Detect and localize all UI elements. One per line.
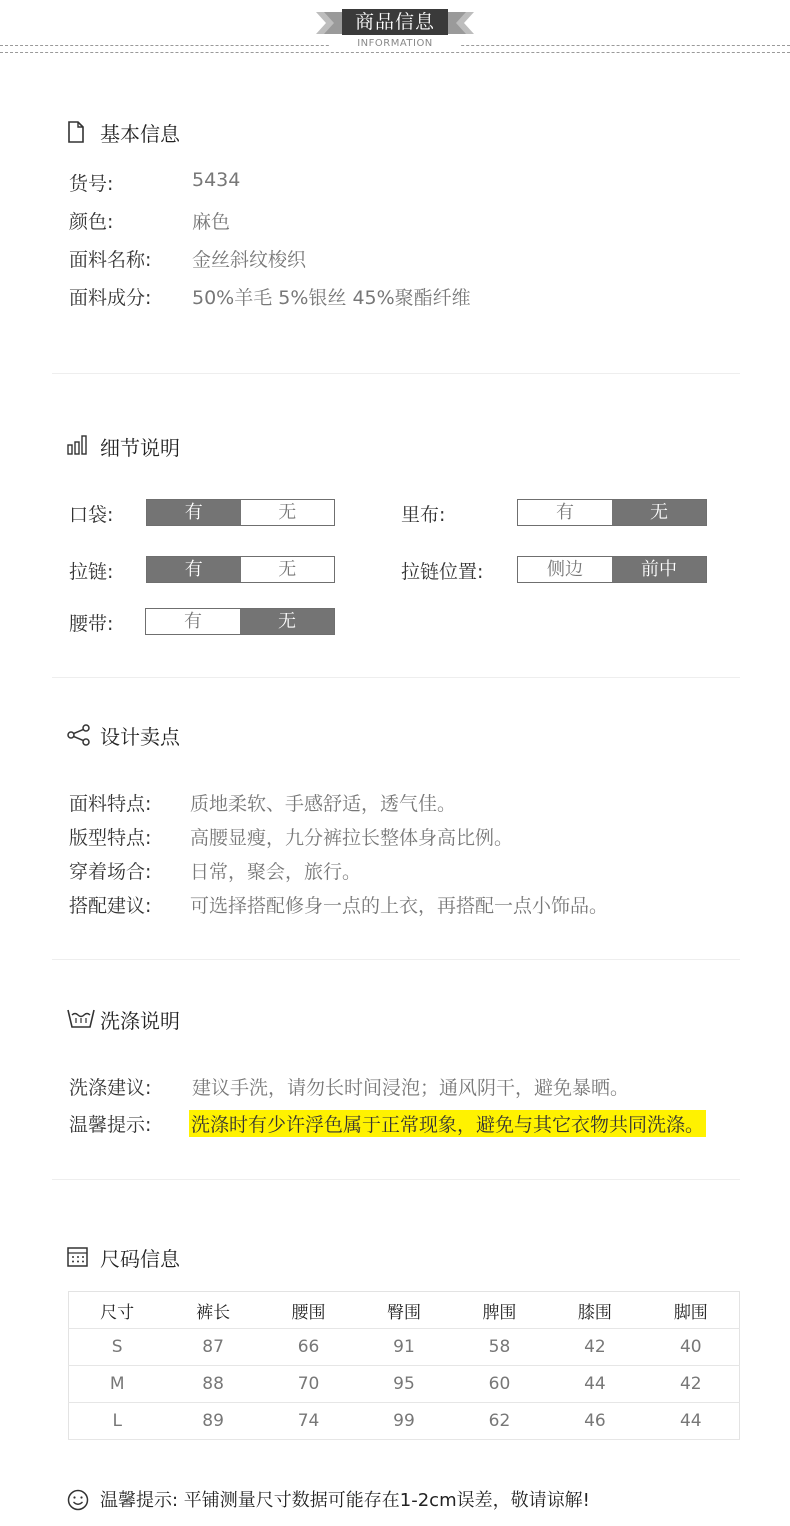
size-table-header-row (69, 1292, 740, 1329)
table-cell: 42 (547, 1329, 642, 1366)
header-title: 商品信息 (342, 9, 448, 35)
zipper-option-yes: 有 (147, 557, 241, 582)
belt-label: 腰带: (69, 613, 114, 635)
zipper-option-no: 无 (278, 559, 297, 580)
washing-title: 洗涤说明 (100, 1009, 180, 1033)
size-header-cell: 裤长 (165, 1292, 260, 1329)
design-label-fit: 版型特点: (69, 827, 152, 849)
size-header-cell: 臀围 (356, 1292, 451, 1329)
table-cell: 58 (452, 1329, 547, 1366)
zipper-position-option-front: 前中 (612, 557, 706, 582)
design-value-fit: 高腰显瘦，九分裤拉长整体身高比例。 (190, 827, 514, 849)
table-cell: 91 (356, 1329, 451, 1366)
smiley-icon (67, 1489, 89, 1511)
table-cell: 44 (547, 1366, 642, 1403)
table-cell: 66 (261, 1329, 356, 1366)
table-row (69, 1403, 740, 1440)
washing-advice-value: 建议手洗，请勿长时间浸泡；通风阴干，避免暴晒。 (192, 1077, 630, 1099)
bar-chart-icon (67, 435, 89, 455)
grid-ruler-icon (67, 1246, 89, 1268)
basic-label-color: 颜色: (69, 211, 114, 233)
table-cell: 74 (261, 1403, 356, 1440)
section-divider (52, 959, 740, 960)
table-cell: 88 (165, 1366, 260, 1403)
size-title: 尺码信息 (100, 1247, 180, 1271)
section-divider (52, 373, 740, 374)
basic-label-fabric-name: 面料名称: (69, 249, 152, 271)
table-cell: 95 (356, 1366, 451, 1403)
lining-label: 里布: (401, 504, 446, 526)
pocket-toggle (146, 499, 335, 526)
basic-value-composition: 50%羊毛 5%银丝 45%聚酯纤维 (192, 287, 471, 309)
size-table (68, 1291, 740, 1440)
table-cell: 99 (356, 1403, 451, 1440)
pocket-option-no: 无 (278, 502, 297, 523)
basic-label-sku: 货号: (69, 173, 114, 195)
header-right-chevron-icon (448, 12, 474, 34)
basic-value-fabric-name: 金丝斜纹梭织 (192, 249, 307, 271)
pocket-label: 口袋: (69, 504, 114, 526)
design-title: 设计卖点 (100, 725, 180, 749)
lining-option-yes: 有 (556, 502, 574, 523)
table-cell: 70 (261, 1366, 356, 1403)
table-row (69, 1366, 740, 1403)
belt-option-yes: 有 (184, 611, 202, 632)
wash-basin-icon (67, 1007, 95, 1029)
zipper-label: 拉链: (69, 561, 114, 583)
section-divider (52, 677, 740, 678)
zipper-position-option-side: 侧边 (547, 559, 583, 580)
table-cell: 40 (643, 1329, 740, 1366)
design-label-fabric: 面料特点: (69, 793, 152, 815)
zipper-position-toggle (517, 556, 707, 583)
zipper-toggle (146, 556, 335, 583)
basic-value-color: 麻色 (192, 211, 231, 233)
details-title: 细节说明 (100, 436, 180, 460)
design-value-matching: 可选择搭配修身一点的上衣，再搭配一点小饰品。 (190, 895, 609, 917)
pocket-option-yes: 有 (147, 500, 241, 525)
header-left-chevron-icon (316, 12, 342, 34)
belt-option-no: 无 (240, 609, 334, 634)
table-cell: S (69, 1329, 166, 1366)
table-row (69, 1329, 740, 1366)
document-icon (67, 121, 85, 143)
basic-info-title: 基本信息 (100, 122, 180, 146)
size-header-cell: 腰围 (261, 1292, 356, 1329)
table-cell: 60 (452, 1366, 547, 1403)
table-cell: 87 (165, 1329, 260, 1366)
size-header-cell: 膝围 (547, 1292, 642, 1329)
washing-advice-label: 洗涤建议: (69, 1077, 152, 1099)
size-header-cell: 脾围 (452, 1292, 547, 1329)
washing-tip-value: 洗涤时有少许浮色属于正常现象，避免与其它衣物共同洗涤。 (189, 1110, 706, 1137)
washing-tip-label: 温馨提示: (69, 1114, 152, 1136)
lining-option-no: 无 (612, 500, 706, 525)
table-cell: 62 (452, 1403, 547, 1440)
table-cell: 89 (165, 1403, 260, 1440)
table-cell: M (69, 1366, 166, 1403)
design-label-occasion: 穿着场合: (69, 861, 152, 883)
table-cell: 42 (643, 1366, 740, 1403)
basic-label-composition: 面料成分: (69, 287, 152, 309)
zipper-position-label: 拉链位置: (401, 561, 484, 583)
section-divider (52, 1179, 740, 1180)
size-header-cell: 脚围 (643, 1292, 740, 1329)
basic-value-sku: 5434 (192, 169, 241, 191)
size-header-cell: 尺寸 (69, 1292, 166, 1329)
lining-toggle (517, 499, 707, 526)
header-dash-line-2 (0, 52, 790, 53)
share-icon (67, 724, 91, 746)
table-cell: 46 (547, 1403, 642, 1440)
footer-measurement-note: 温馨提示: 平铺测量尺寸数据可能存在1-2cm误差，敬请谅解! (100, 1490, 590, 1511)
table-cell: 44 (643, 1403, 740, 1440)
header-subtitle: INFORMATION (330, 38, 460, 49)
design-label-matching: 搭配建议: (69, 895, 152, 917)
design-value-fabric: 质地柔软、手感舒适，透气佳。 (190, 793, 457, 815)
table-cell: L (69, 1403, 166, 1440)
belt-toggle (145, 608, 335, 635)
design-value-occasion: 日常，聚会，旅行。 (190, 861, 362, 883)
